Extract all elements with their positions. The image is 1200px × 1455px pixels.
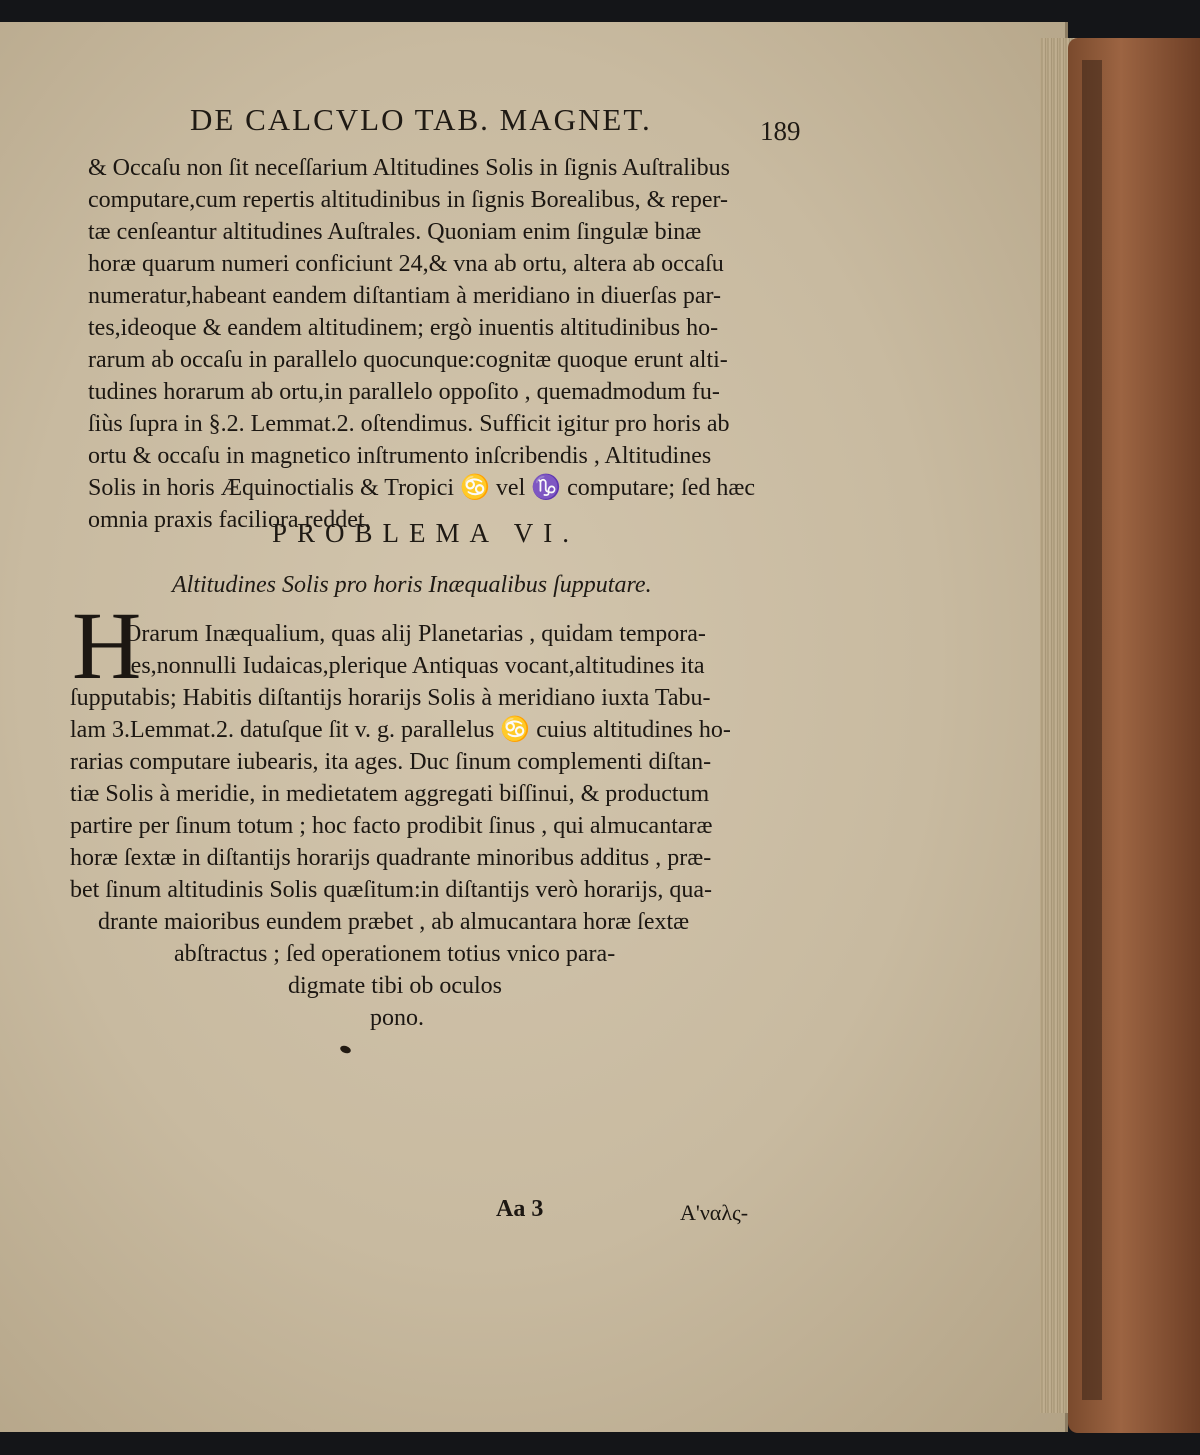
running-head: DE CALCVLO TAB. MAGNET. bbox=[190, 102, 652, 137]
text-line: horæ quarum numeri conficiunt 24,& vna ab ortu, altera ab occaſu bbox=[88, 251, 724, 277]
text-line: tiæ Solis à meridie, in medietatem aggregati biſſinui, & productum bbox=[70, 781, 710, 807]
catchword: Α'ναλς- bbox=[680, 1200, 749, 1225]
text-line: digmate tibi ob oculos bbox=[288, 973, 502, 999]
text-line: abſtractus ; ſed operationem totius vnico para- bbox=[174, 941, 616, 967]
problem-title: PROBLEMA VI. bbox=[272, 518, 580, 548]
text-line: partire per ſinum totum ; hoc facto prodibit ſinus , qui almucantaræ bbox=[70, 813, 713, 839]
text-line: bet ſinum altitudinis Solis quæſitum:in diſtantijs verò horarijs, qua- bbox=[70, 877, 712, 903]
binding-shadow bbox=[1082, 60, 1102, 1400]
text-line: drante maioribus eundem præbet , ab almucantara horæ ſextæ bbox=[98, 909, 690, 935]
text-line: tæ cenſeantur altitudines Auſtrales. Quoniam enim ſingulæ binæ bbox=[88, 219, 702, 245]
text-line: rarias computare iubearis, ita ages. Duc ſinum complementi diſtan- bbox=[70, 749, 712, 775]
text-line: computare,cum repertis altitudinibus in ſignis Borealibus, & reper- bbox=[88, 187, 729, 213]
page-number: 189 bbox=[760, 116, 801, 146]
text-line: pono. bbox=[370, 1005, 424, 1031]
text-line: numeratur,habeant eandem diſtantiam à meridiano in diuerſas par- bbox=[88, 283, 721, 309]
text-line: horæ ſextæ in diſtantijs horarijs quadrante minoribus additus , præ- bbox=[70, 845, 712, 871]
drop-capital: H bbox=[72, 592, 142, 699]
text-line: ſiùs ſupra in §.2. Lemmat.2. oſtendimus. Sufficit igitur pro horis ab bbox=[88, 411, 730, 437]
text-line: tudines horarum ab ortu,in parallelo oppoſito , quemadmodum fu- bbox=[88, 379, 720, 405]
text-line: Solis in horis Æquinoctialis & Tropici ♋ vel ♑ computare; ſed hæc bbox=[88, 475, 756, 501]
problem-subtitle: Altitudines Solis pro horis Inæqualibus ſupputare. bbox=[172, 572, 652, 598]
text-line: tes,ideoque & eandem altitudinem; ergò inuentis altitudinibus ho- bbox=[88, 315, 719, 341]
text-line: omnia praxis faciliora reddet. bbox=[88, 507, 371, 533]
text-line: Orarum Inæqualium, quas alij Planetarias , quidam tempora- bbox=[124, 621, 706, 647]
signature-mark: Aa 3 bbox=[496, 1196, 544, 1222]
text-line: & Occaſu non ſit neceſſarium Altitudines Solis in ſignis Auſtralibus bbox=[88, 155, 730, 181]
text-line: les,nonnulli Iudaicas,plerique Antiquas vocant,altitudines ita bbox=[124, 653, 705, 679]
text-line: ortu & occaſu in magnetico inſtrumento inſcribendis , Altitudines bbox=[88, 443, 712, 469]
text-line: lam 3.Lemmat.2. datuſque ſit v. g. parallelus ♋ cuius altitudines ho- bbox=[70, 717, 731, 743]
text-line: rarum ab occaſu in parallelo quocunque:cognitæ quoque erunt alti- bbox=[88, 347, 728, 373]
text-line: ſupputabis; Habitis diſtantijs horarijs Solis à meridiano iuxta Tabu- bbox=[70, 685, 711, 711]
